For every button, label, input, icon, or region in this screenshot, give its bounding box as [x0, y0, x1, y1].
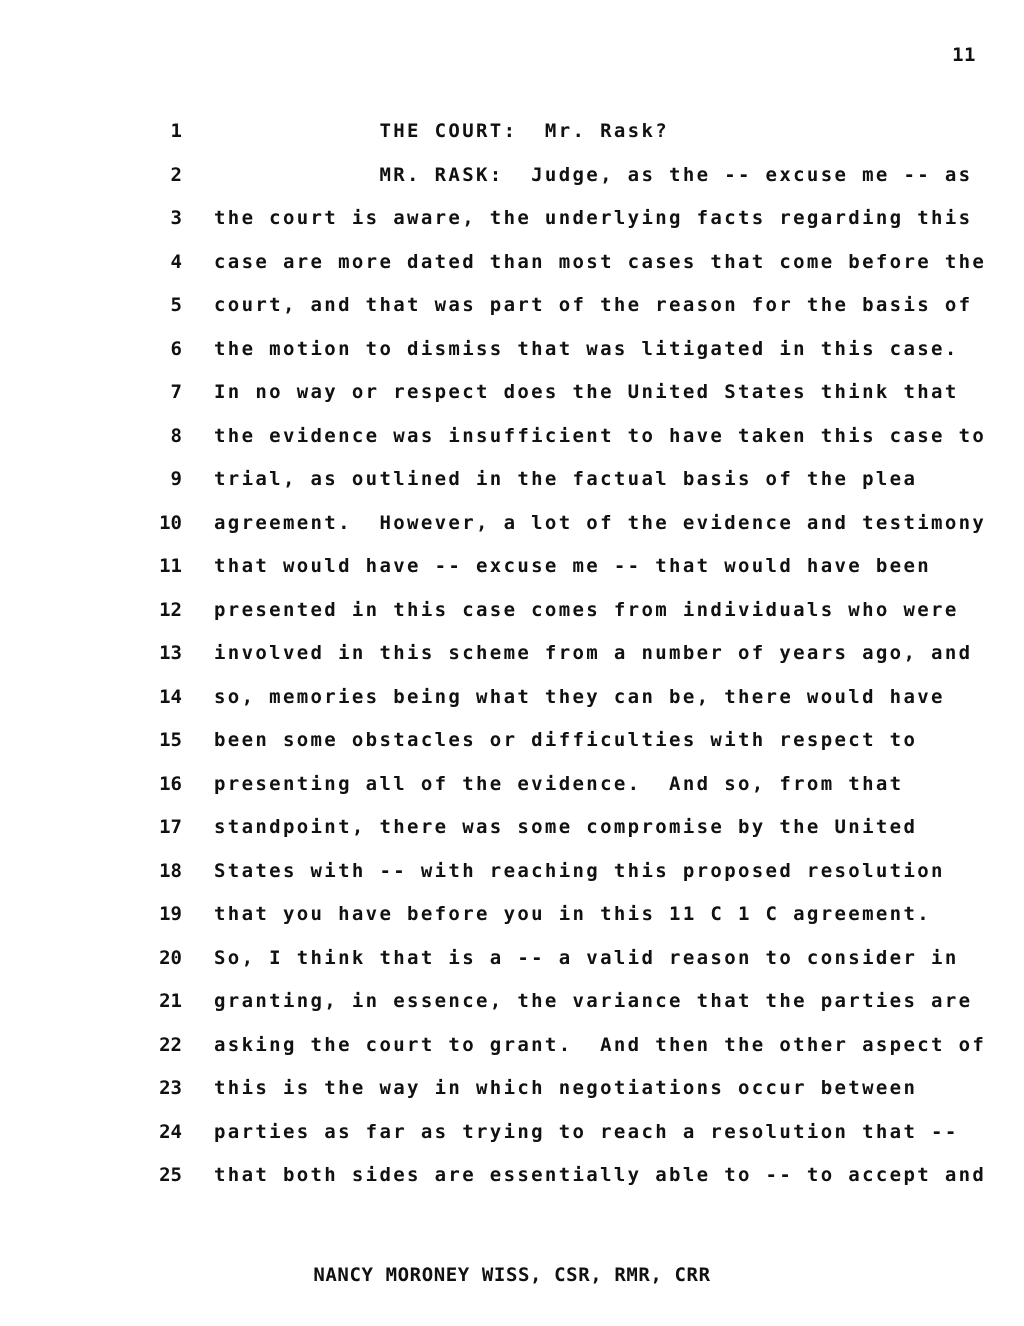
line-text: case are more dated than most cases that come before the — [214, 250, 987, 273]
line-text: the evidence was insufficient to have taken this case to — [214, 424, 987, 447]
line-number: 5 — [170, 294, 182, 316]
line-text: that would have -- excuse me -- that would have been — [214, 555, 932, 577]
line-number: 8 — [170, 424, 182, 447]
transcript-line — [0, 290, 1024, 334]
line-text: trial, as outlined in the factual basis of the plea — [214, 468, 918, 490]
transcript-line — [0, 247, 1024, 291]
line-text: In no way or respect does the United States think that — [214, 381, 959, 403]
line-text: THE COURT: Mr. Rask? — [214, 120, 670, 142]
transcript-line — [0, 769, 1024, 813]
line-number: 25 — [159, 1164, 182, 1186]
line-text: granting, in essence, the variance that the parties are — [214, 990, 973, 1012]
line-text: court, and that was part of the reason for the basis of — [214, 294, 973, 316]
transcript-line — [0, 421, 1024, 465]
line-number: 10 — [159, 511, 182, 534]
transcript-line — [0, 812, 1024, 856]
line-text: the court is aware, the underlying facts regarding this — [214, 207, 973, 229]
transcript-line — [0, 682, 1024, 726]
line-text: MR. RASK: Judge, as the -- excuse me -- as — [214, 163, 973, 186]
line-number: 19 — [159, 903, 182, 925]
line-text: that both sides are essentially able to -- to accept and — [214, 1164, 987, 1186]
transcript-line — [0, 595, 1024, 639]
line-number: 18 — [159, 859, 182, 882]
line-text: so, memories being what they can be, there would have — [214, 685, 945, 708]
line-number: 22 — [159, 1033, 182, 1056]
page-number: 11 — [952, 44, 976, 66]
line-number: 23 — [159, 1077, 182, 1099]
transcript-line — [0, 986, 1024, 1030]
transcript-line — [0, 203, 1024, 247]
line-text: presented in this case comes from individuals who were — [214, 598, 959, 621]
line-number: 3 — [170, 207, 182, 229]
line-number: 15 — [159, 729, 182, 751]
transcript-line — [0, 725, 1024, 769]
line-number: 16 — [159, 772, 182, 795]
transcript-line — [0, 899, 1024, 943]
line-number: 13 — [159, 642, 182, 664]
transcript-line — [0, 377, 1024, 421]
line-number: 14 — [159, 685, 182, 708]
line-text: involved in this scheme from a number of years ago, and — [214, 642, 973, 664]
line-number: 4 — [170, 250, 182, 273]
line-number: 11 — [159, 555, 182, 577]
line-text: been some obstacles or difficulties with respect to — [214, 729, 918, 751]
line-number: 24 — [159, 1120, 182, 1143]
line-text: States with -- with reaching this proposed resolution — [214, 859, 945, 882]
transcript-line — [0, 334, 1024, 378]
line-number: 2 — [170, 163, 182, 186]
transcript-body — [0, 116, 1024, 1204]
transcript-line — [0, 464, 1024, 508]
transcript-line — [0, 1073, 1024, 1117]
line-text: parties as far as trying to reach a resolution that -- — [214, 1120, 959, 1143]
line-text: agreement. However, a lot of the evidence and testimony — [214, 511, 987, 534]
reporter-footer: NANCY MORONEY WISS, CSR, RMR, CRR — [313, 1264, 711, 1286]
line-text: presenting all of the evidence. And so, from that — [214, 772, 904, 795]
transcript-line — [0, 943, 1024, 987]
transcript-line — [0, 1030, 1024, 1074]
line-number: 17 — [159, 816, 182, 838]
transcript-line — [0, 1117, 1024, 1161]
line-text: asking the court to grant. And then the other aspect of — [214, 1033, 987, 1056]
transcript-line — [0, 1160, 1024, 1204]
line-number: 12 — [159, 598, 182, 621]
transcript-line — [0, 160, 1024, 204]
line-number: 20 — [159, 946, 182, 969]
line-number: 1 — [170, 120, 182, 142]
line-number: 21 — [159, 990, 182, 1012]
line-number: 9 — [170, 468, 182, 490]
transcript-line — [0, 116, 1024, 160]
transcript-line — [0, 551, 1024, 595]
transcript-line — [0, 508, 1024, 552]
transcript-line — [0, 856, 1024, 900]
line-text: this is the way in which negotiations occur between — [214, 1077, 918, 1099]
line-number: 7 — [170, 381, 182, 403]
line-text: the motion to dismiss that was litigated in this case. — [214, 337, 959, 360]
line-number: 6 — [170, 337, 182, 360]
transcript-line — [0, 638, 1024, 682]
line-text: standpoint, there was some compromise by the United — [214, 816, 918, 838]
line-text: So, I think that is a -- a valid reason to consider in — [214, 946, 959, 969]
line-text: that you have before you in this 11 C 1 C agreement. — [214, 903, 932, 925]
